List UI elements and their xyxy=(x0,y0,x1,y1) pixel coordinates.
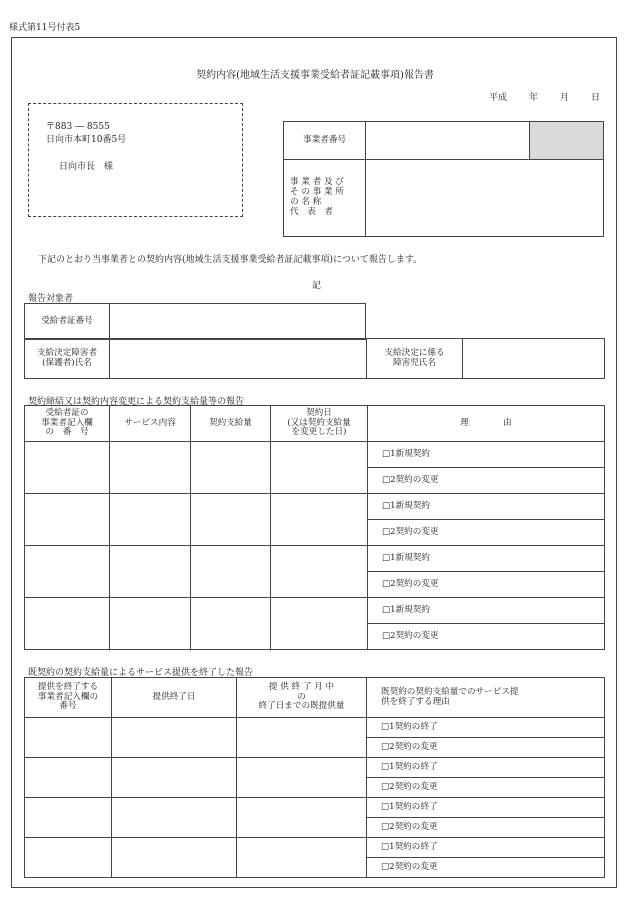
table-cell[interactable] xyxy=(25,598,110,650)
date-month: 月 xyxy=(560,93,570,103)
s1-h-reason: 理 由 xyxy=(368,406,605,442)
cert-number-cells[interactable] xyxy=(110,304,366,340)
cert-number-label: 受給者証番号 xyxy=(25,304,110,340)
table-cell[interactable] xyxy=(25,838,112,878)
table-cell[interactable] xyxy=(112,758,237,798)
option-new-contract[interactable]: □1新規契約 xyxy=(368,442,605,468)
section1-heading: 契約締結又は契約内容変更による契約支給量等の報告 xyxy=(28,397,245,407)
ki-label: 記 xyxy=(312,281,322,291)
table-cell[interactable] xyxy=(237,718,367,758)
table-cell[interactable] xyxy=(110,442,191,494)
s1-h-service: サービス内容 xyxy=(110,406,191,442)
section2-heading: 既契約の契約支給量によるサービス提供を終了した報告 xyxy=(28,668,254,678)
option-contract-change[interactable]: □2契約の変更 xyxy=(368,624,605,650)
address-box xyxy=(28,103,243,217)
option-contract-change[interactable]: □2契約の変更 xyxy=(368,520,605,546)
s1-h-date: 契約日 (又は契約支給量 を変更した日) xyxy=(271,406,368,442)
table-cell[interactable] xyxy=(110,598,191,650)
provider-table xyxy=(283,121,604,237)
option-contract-change[interactable]: □2契約の変更 xyxy=(368,572,605,598)
subject-heading: 報告対象者 xyxy=(28,294,74,304)
table-cell[interactable] xyxy=(237,798,367,838)
intro-text: 下記のとおり当事業者との契約内容(地域生活支援事業受給者証記載事項)について報告します。 xyxy=(38,255,423,265)
table-cell[interactable] xyxy=(112,838,237,878)
table-cell[interactable] xyxy=(237,838,367,878)
guardian-label: 支給決定障害者 (保護者)氏名 xyxy=(25,339,110,379)
recipient: 日向市長 様 xyxy=(59,162,114,172)
option-contract-change[interactable]: □2契約の変更 xyxy=(367,738,605,758)
table-cell[interactable] xyxy=(112,718,237,758)
table-cell[interactable] xyxy=(25,494,110,546)
child-field[interactable] xyxy=(463,339,605,379)
table-cell[interactable] xyxy=(25,718,112,758)
table-cell[interactable] xyxy=(191,494,271,546)
table-cell[interactable] xyxy=(110,546,191,598)
form-title: 契約内容(地域生活支援事業受給者証記載事項)報告書 xyxy=(196,70,434,81)
table-cell[interactable] xyxy=(25,442,110,494)
table-cell[interactable] xyxy=(237,758,367,798)
table-cell[interactable] xyxy=(271,546,368,598)
date-day: 日 xyxy=(591,93,601,103)
postal-code: 〒883 ― 8555 xyxy=(46,122,110,132)
option-contract-end[interactable]: □1契約の終了 xyxy=(367,838,605,858)
table-cell[interactable] xyxy=(191,598,271,650)
table-cell[interactable] xyxy=(271,442,368,494)
option-contract-change[interactable]: □2契約の変更 xyxy=(367,818,605,838)
s2-h-end-date: 提供終了日 xyxy=(112,678,237,718)
s1-h-amount: 契約支給量 xyxy=(191,406,271,442)
option-contract-change[interactable]: □2契約の変更 xyxy=(367,858,605,878)
section1-table xyxy=(24,405,605,650)
option-new-contract[interactable]: □1新規契約 xyxy=(368,598,605,624)
table-cell[interactable] xyxy=(271,598,368,650)
street-address: 日向市本町10番5号 xyxy=(46,135,127,145)
date-line xyxy=(489,90,600,103)
provider-name-label: 事 業 者 及 び そ の 事 業 所 の 名 称 代 表 者 xyxy=(284,160,366,237)
s2-h-reason: 既契約の契約支給量でのサービス提 供を終了する理由 xyxy=(367,678,605,718)
guardian-field[interactable] xyxy=(110,339,367,379)
table-cell[interactable] xyxy=(271,494,368,546)
option-new-contract[interactable]: □1新規契約 xyxy=(368,546,605,572)
table-cell[interactable] xyxy=(25,758,112,798)
table-cell[interactable] xyxy=(25,798,112,838)
date-year: 年 xyxy=(529,93,539,103)
option-contract-change[interactable]: □2契約の変更 xyxy=(367,778,605,798)
table-cell[interactable] xyxy=(191,442,271,494)
table-cell[interactable] xyxy=(191,546,271,598)
option-contract-end[interactable]: □1契約の終了 xyxy=(367,798,605,818)
form-id: 様式第11号付表5 xyxy=(9,23,81,33)
child-label: 支給決定に係る 障害児氏名 xyxy=(367,339,463,379)
provider-number-label: 事業者番号 xyxy=(284,122,366,160)
date-era: 平成 xyxy=(489,93,508,103)
s2-h-number: 提供を終了する 事業者記入欄の 番号 xyxy=(25,678,112,718)
subject-table-bottom xyxy=(24,338,605,379)
provider-name-field[interactable] xyxy=(366,160,604,237)
section2-table xyxy=(24,677,605,878)
option-contract-end[interactable]: □1契約の終了 xyxy=(367,718,605,738)
s1-h-number: 受給者証の 事業者記入欄 の 番 号 xyxy=(25,406,110,442)
table-cell[interactable] xyxy=(112,798,237,838)
option-contract-change[interactable]: □2契約の変更 xyxy=(368,468,605,494)
option-contract-end[interactable]: □1契約の終了 xyxy=(367,758,605,778)
option-new-contract[interactable]: □1新規契約 xyxy=(368,494,605,520)
s2-h-provided: 提 供 終 了 月 中 の 終了日までの既提供量 xyxy=(237,678,367,718)
table-cell[interactable] xyxy=(110,494,191,546)
subject-table-top xyxy=(24,303,366,340)
provider-number-cells[interactable] xyxy=(366,122,530,160)
provider-number-gray xyxy=(530,122,604,160)
table-cell[interactable] xyxy=(25,546,110,598)
